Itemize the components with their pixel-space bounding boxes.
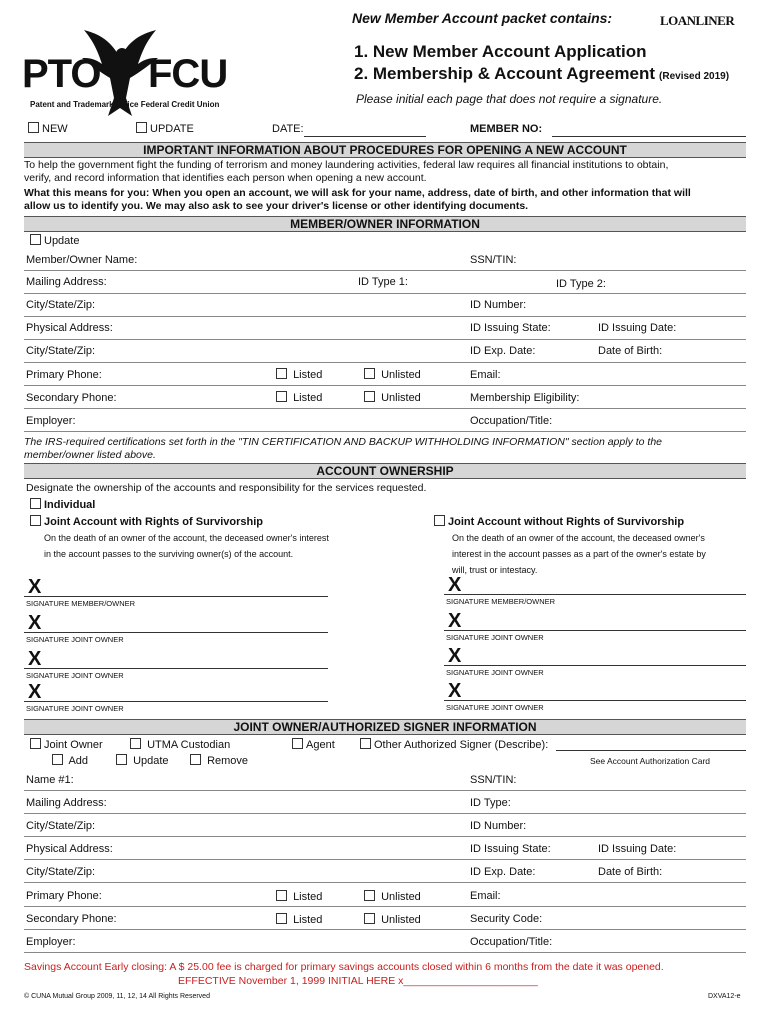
joint-secondary-listed-checkbox[interactable] [276,913,287,924]
row-divider [24,882,746,883]
row-divider [24,790,746,791]
utma-checkbox[interactable] [130,738,141,749]
add-label: Add [68,755,89,767]
revised-note: (Revised 2019) [659,71,730,82]
secondary-listed-checkbox[interactable] [276,391,287,402]
irs-note-1: The IRS-required certifications set forth in the "TIN CERTIFICATION AND BACKUP WITHHOLDING INFORMATION" section apply to the [24,436,663,448]
joint-primary-listed[interactable] [276,890,322,903]
important-text-1: To help the government fight the funding of terrorism and money laundering activities, federal law requires all financial institutions to obtain, [24,159,669,171]
row-divider [24,952,746,953]
ownership-heading: ACCOUNT OWNERSHIP [24,463,746,479]
rs-desc-1: On the death of an owner of the account, the deceased owner's interest [44,533,329,543]
important-text-2: verify, and record information that identifies each person when opening a new account. [24,172,427,184]
sig-label-member-right: SIGNATURE MEMBER/OWNER [446,597,556,606]
signature-line-right-3[interactable] [444,665,746,666]
row-divider [24,408,746,409]
member-secondary-label: Secondary Phone: [26,392,117,404]
member-update-option[interactable] [30,234,79,247]
signature-line-right-1[interactable] [444,594,746,595]
joint-secondary-unlisted-label: Unlisted [381,914,421,926]
individual-checkbox[interactable] [30,498,41,509]
logo-fcu: FCU [148,52,228,96]
individual-label: Individual [44,499,96,511]
member-id-date-label: ID Issuing Date: [598,322,677,334]
member-secondary-listed[interactable] [276,391,322,404]
joint-primary-unlisted-label: Unlisted [381,891,421,903]
sig-label-joint-left-2: SIGNATURE JOINT OWNER [26,671,124,680]
primary-unlisted-label: Unlisted [381,369,421,381]
irs-note-2: member/owner listed above. [24,449,156,461]
row-divider [24,293,746,294]
joint-owner-label: Joint Owner [44,739,103,751]
member-primary-unlisted[interactable] [364,368,421,381]
member-id-type2-label: ID Type 2: [556,278,606,290]
logo-pto: PTO [22,52,101,96]
add-checkbox[interactable] [52,754,63,765]
joint-owner-checkbox[interactable] [30,738,41,749]
sig-x-mark: X [28,612,42,634]
joint-primary-unlisted-checkbox[interactable] [364,890,375,901]
packet-title: New Member Account packet contains: [352,10,613,26]
sig-x-mark: X [28,576,42,598]
joint-city2-label: City/State/Zip: [26,866,96,878]
copyright: © CUNA Mutual Group 2009, 11, 12, 14 All Rights Reserved [24,993,210,1000]
sig-label-member-left: SIGNATURE MEMBER/OWNER [26,599,136,608]
joint-id-state-label: ID Issuing State: [470,843,551,855]
agent-label: Agent [306,739,335,751]
update-checkbox[interactable] [136,122,147,133]
rs-desc-2: in the account passes to the surviving owner(s) of the account. [44,549,294,559]
nors-desc-3: will, trust or intestacy. [452,565,538,575]
joint-employer-label: Employer: [26,936,76,948]
member-update-label: Update [44,235,80,247]
member-ssn-label: SSN/TIN: [470,254,517,266]
sig-x-mark: X [448,574,462,596]
packet-item-2-text: 2. Membership & Account Agreement [354,64,656,83]
joint-nors-option[interactable] [434,515,684,528]
member-email-label: Email: [470,369,501,381]
effective-initial: EFFECTIVE November 1, 1999 INITIAL HERE x_______________________ [178,975,538,987]
joint-rs-label: Joint Account with Rights of Survivorship [44,516,263,528]
secondary-listed-label: Listed [293,392,323,404]
member-id-exp-label: ID Exp. Date: [470,345,536,357]
sig-label-joint-left-3: SIGNATURE JOINT OWNER [26,704,124,713]
important-bold-1: What this means for you: When you open an account, we will ask for your name, address, date of birth, and other information that will [24,187,691,199]
member-update-checkbox[interactable] [30,234,41,245]
joint-primary-label: Primary Phone: [26,890,102,902]
new-label: NEW [42,123,68,135]
packet-item-2 [354,64,729,84]
date-label: DATE: [272,123,304,135]
member-physical-label: Physical Address: [26,322,113,334]
joint-update-checkbox[interactable] [116,754,127,765]
other-signer-label: Other Authorized Signer (Describe): [374,739,549,751]
row-divider [24,906,746,907]
primary-listed-checkbox[interactable] [276,368,287,379]
signature-line-left-1[interactable] [24,596,328,597]
row-divider [24,431,746,432]
joint-nors-checkbox[interactable] [434,515,445,526]
utma-option[interactable] [130,738,230,751]
sig-x-mark: X [28,681,42,703]
member-id-state-label: ID Issuing State: [470,322,551,334]
member-id-type1-label: ID Type 1: [358,276,408,288]
signature-line-left-4[interactable] [24,701,328,702]
org-name: Patent and Trademark Office Federal Credit Union [30,100,220,109]
joint-nors-label: Joint Account without Rights of Survivorship [448,516,685,528]
signature-line-left-3[interactable] [24,668,328,669]
row-divider [24,339,746,340]
joint-secondary-listed-label: Listed [293,914,323,926]
new-option[interactable] [28,122,68,135]
row-divider [24,859,746,860]
remove-label: Remove [207,755,249,767]
member-employer-label: Employer: [26,415,76,427]
sig-x-mark: X [28,648,42,670]
member-primary-label: Primary Phone: [26,369,102,381]
joint-ssn-label: SSN/TIN: [470,774,517,786]
member-city2-label: City/State/Zip: [26,345,96,357]
sig-label-joint-right-1: SIGNATURE JOINT OWNER [446,633,544,642]
row-divider [24,813,746,814]
add-option[interactable] [52,754,88,767]
agent-option[interactable] [292,738,335,751]
individual-option[interactable] [30,498,95,511]
nors-desc-1: On the death of an owner of the account, the deceased owner's [452,533,705,543]
primary-unlisted-checkbox[interactable] [364,368,375,379]
joint-secondary-listed[interactable] [276,913,322,926]
joint-rs-checkbox[interactable] [30,515,41,526]
member-primary-listed[interactable] [276,368,322,381]
row-divider [24,362,746,363]
member-city1-label: City/State/Zip: [26,299,96,311]
signature-line-right-2[interactable] [444,630,746,631]
remove-option[interactable] [190,754,248,767]
member-secondary-unlisted[interactable] [364,391,421,404]
secondary-unlisted-label: Unlisted [381,392,421,404]
signature-line-left-2[interactable] [24,632,328,633]
sig-x-mark: X [448,645,462,667]
remove-checkbox[interactable] [190,754,201,765]
other-signer-checkbox[interactable] [360,738,371,749]
member-eligibility-label: Membership Eligibility: [470,392,580,404]
member-no-label: MEMBER NO: [470,123,543,135]
date-field[interactable] [304,136,426,137]
joint-physical-label: Physical Address: [26,843,113,855]
joint-secondary-label: Secondary Phone: [26,913,117,925]
important-bold-2: allow us to identify you. We may also ask to see your driver's license or other identifying documents. [24,200,529,212]
joint-email-label: Email: [470,890,501,902]
other-signer-field[interactable] [556,750,746,751]
savings-notice: Savings Account Early closing: A $ 25.00 fee is charged for primary savings accounts closed within 6 months from the date it was opened. [24,961,664,973]
row-divider [24,385,746,386]
new-checkbox[interactable] [28,122,39,133]
ownership-designate: Designate the ownership of the accounts and responsibility for the services requested. [26,482,427,494]
sig-label-joint-right-2: SIGNATURE JOINT OWNER [446,668,544,677]
joint-id-date-label: ID Issuing Date: [598,843,677,855]
packet-item-1: 1. New Member Account Application [354,42,647,61]
update-option[interactable] [136,122,194,135]
see-card-note: See Account Authorization Card [590,756,711,766]
joint-security-label: Security Code: [470,913,543,925]
member-info-heading: MEMBER/OWNER INFORMATION [24,216,746,232]
joint-secondary-unlisted[interactable] [364,913,421,926]
joint-secondary-unlisted-checkbox[interactable] [364,913,375,924]
agent-checkbox[interactable] [292,738,303,749]
utma-label: UTMA Custodian [147,739,231,751]
joint-occupation-label: Occupation/Title: [470,936,553,948]
joint-primary-listed-checkbox[interactable] [276,890,287,901]
member-name-label: Member/Owner Name: [26,254,138,266]
joint-id-number-label: ID Number: [470,820,527,832]
joint-mailing-label: Mailing Address: [26,797,107,809]
joint-name-label: Name #1: [26,774,74,786]
joint-id-type-label: ID Type: [470,797,511,809]
joint-info-heading: JOINT OWNER/AUTHORIZED SIGNER INFORMATION [24,719,746,735]
member-mailing-label: Mailing Address: [26,276,107,288]
row-divider [24,836,746,837]
member-no-field[interactable] [552,136,746,137]
joint-update-label: Update [133,755,169,767]
row-divider [24,929,746,930]
primary-listed-label: Listed [293,369,323,381]
joint-dob-label: Date of Birth: [598,866,663,878]
joint-rs-option[interactable] [30,515,263,528]
sig-x-mark: X [448,610,462,632]
row-divider [24,316,746,317]
form-code: DXVA12-e [708,993,741,1000]
member-dob-label: Date of Birth: [598,345,663,357]
joint-owner-option[interactable] [30,738,103,751]
joint-id-exp-label: ID Exp. Date: [470,866,536,878]
other-signer-option[interactable] [360,738,548,751]
signature-line-right-4[interactable] [444,700,746,701]
joint-city1-label: City/State/Zip: [26,820,96,832]
secondary-unlisted-checkbox[interactable] [364,391,375,402]
row-divider [24,270,746,271]
joint-update-option[interactable] [116,754,169,767]
member-occupation-label: Occupation/Title: [470,415,553,427]
sig-label-joint-right-3: SIGNATURE JOINT OWNER [446,703,544,712]
sig-label-joint-left-1: SIGNATURE JOINT OWNER [26,635,124,644]
important-info-heading: IMPORTANT INFORMATION ABOUT PROCEDURES FOR OPENING A NEW ACCOUNT [24,142,746,158]
vendor-logo: LOANLINER [660,13,735,28]
update-label: UPDATE [150,123,194,135]
joint-primary-unlisted[interactable] [364,890,421,903]
nors-desc-2: interest in the account passes as a part of the owner's estate by [452,549,706,559]
initial-instruction: Please initial each page that does not require a signature. [356,92,663,106]
member-id-number-label: ID Number: [470,299,527,311]
joint-primary-listed-label: Listed [293,891,323,903]
sig-x-mark: X [448,680,462,702]
